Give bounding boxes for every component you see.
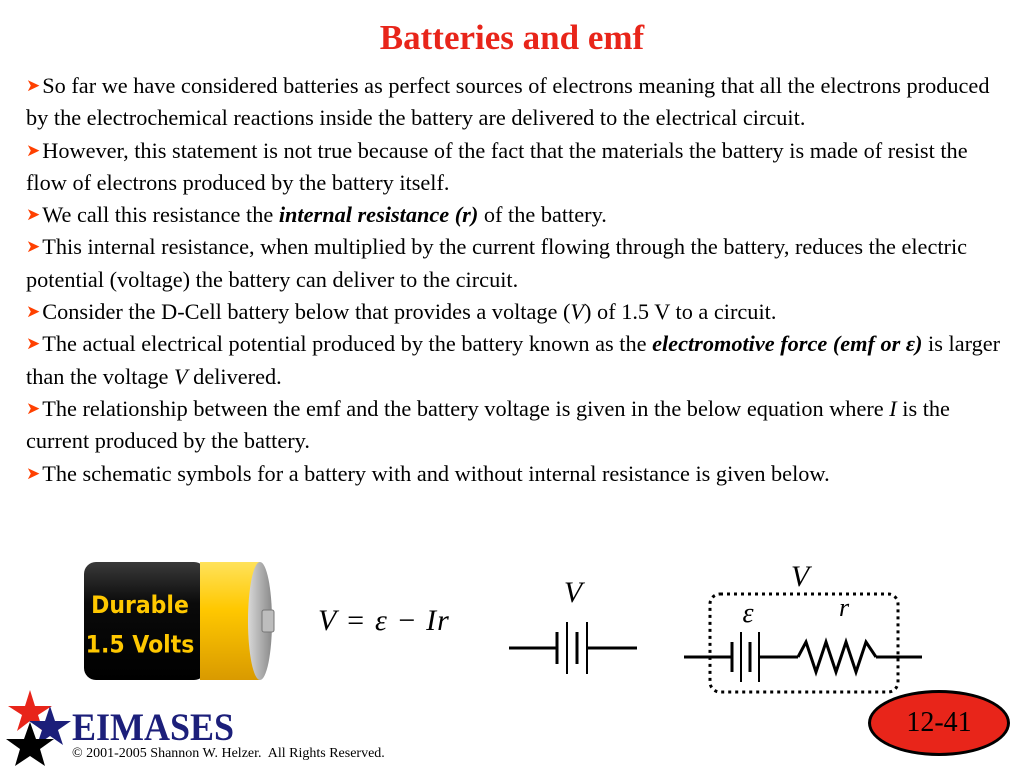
slide-title: Batteries and emf: [379, 18, 645, 57]
ideal-battery-symbol: [505, 570, 645, 680]
emphasis-term: I: [889, 395, 897, 421]
bullet-item: [26, 328, 1001, 393]
emphasis-term: internal resistance (r): [278, 202, 479, 228]
voltage-label: V: [790, 560, 810, 593]
emf-equation: V = ε − Ir: [318, 604, 450, 637]
bullet-text: The actual electrical potential produced by the battery known as the: [42, 331, 653, 357]
bullet-item: [26, 231, 1001, 296]
arrow-bullet-icon: ➤: [26, 205, 41, 225]
bullet-text: The relationship between the emf and the battery voltage is given in the below equation where: [42, 395, 890, 421]
arrow-bullet-icon: ➤: [26, 140, 41, 160]
copyright-notice: © 2001-2005 Shannon W. Helzer. All Rights Reserved.: [72, 746, 385, 761]
bullet-text: Consider the D-Cell battery below that provides a voltage (: [42, 299, 571, 325]
bullet-item: [26, 135, 1001, 200]
bullet-item: [26, 296, 1001, 328]
bullet-text: However, this statement is not true because of the fact that the materials the battery is made of resist the flow of electrons produced by the battery itself.: [26, 137, 968, 195]
bullet-text: ) of 1.5 V to a circuit.: [584, 299, 777, 325]
battery-label-line1: Durable: [91, 592, 189, 620]
bullet-list: [26, 70, 1001, 490]
battery-label-line2: 1.5 Volts: [85, 631, 195, 659]
bullet-text: We call this resistance the: [42, 202, 279, 228]
bullet-text: The schematic symbols for a battery with and without internal resistance is given below.: [42, 460, 830, 486]
bullet-item: [26, 458, 1001, 490]
bullet-text: of the battery.: [478, 202, 607, 228]
battery-with-internal-resistance-symbol: [680, 560, 930, 700]
emphasis-term: electromotive force (emf or ε): [652, 331, 923, 357]
bullet-item: [26, 393, 1001, 458]
battery-illustration: [84, 558, 284, 688]
voltage-label: V: [563, 576, 583, 609]
logo-text: EIMASES: [72, 705, 235, 749]
emphasis-term: V: [570, 299, 585, 325]
arrow-bullet-icon: ➤: [26, 463, 41, 483]
arrow-bullet-icon: ➤: [26, 334, 41, 354]
bullet-text: This internal resistance, when multiplied by the current flowing through the battery, reduces the electric potential (voltage) the battery can deliver to the circuit.: [26, 234, 968, 292]
bullet-text: is the current produced by the battery.: [26, 395, 950, 454]
resistance-label: r: [838, 593, 850, 622]
emf-label: ε: [742, 598, 754, 629]
arrow-bullet-icon: ➤: [26, 76, 41, 95]
bullet-text: is larger than the voltage: [26, 331, 1001, 389]
bullet-text: So far we have considered batteries as perfect sources of electrons meaning that all the electrons produced by the electrochemical reactions inside the battery are delivered to the electrical circuit.: [26, 73, 990, 131]
page-number-badge: 12-41: [868, 690, 1010, 756]
resistor-zigzag: [798, 642, 876, 672]
bullet-item: [26, 199, 1001, 231]
bullet-text: delivered.: [187, 363, 282, 389]
emphasis-term: V: [173, 363, 188, 389]
arrow-bullet-icon: ➤: [26, 302, 41, 322]
star-logo-icon: [0, 688, 80, 768]
arrow-bullet-icon: ➤: [26, 398, 41, 418]
arrow-bullet-icon: ➤: [26, 237, 41, 257]
bullet-item: [26, 70, 1001, 135]
